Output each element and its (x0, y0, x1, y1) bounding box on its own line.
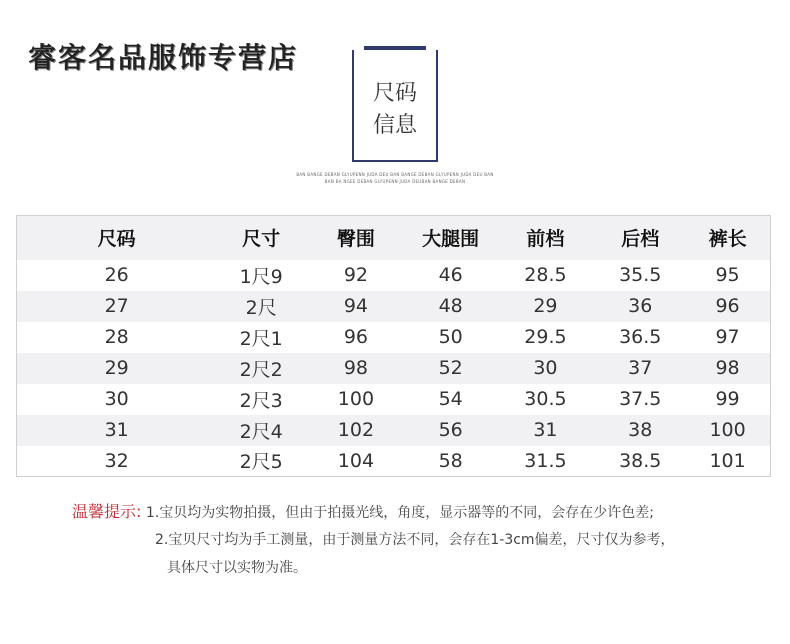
table-row (17, 291, 771, 322)
table-row (17, 260, 771, 291)
badge-line-1: 尺码 (372, 81, 417, 106)
cell-front-rise: 30.5 (524, 388, 567, 410)
store-name: 睿客名品服饰专营店 (28, 41, 299, 74)
cell-waist: 2尺1 (239, 327, 283, 350)
tips-section (72, 500, 675, 584)
cell-thigh: 58 (438, 449, 463, 472)
header-thigh: 大腿围 (422, 228, 480, 251)
cell-size: 28 (104, 326, 129, 348)
fine-print-line-1: BAN BANGE DEBAN GLYUPENN JUDA DEU BAN BANGE DEBAN GLYUPENN JUDA DEU BAN (296, 172, 494, 177)
cell-hip: 102 (337, 419, 375, 441)
cell-size: 26 (104, 264, 129, 286)
cell-back-rise: 38.5 (619, 449, 662, 472)
cell-waist: 1尺9 (239, 265, 283, 288)
cell-hip: 104 (337, 449, 375, 472)
cell-hip: 96 (343, 326, 369, 348)
cell-length: 98 (715, 357, 740, 379)
cell-back-rise: 38 (628, 419, 653, 441)
cell-front-rise: 31 (533, 419, 558, 441)
cell-length: 95 (715, 264, 740, 286)
badge-top-bar (364, 46, 426, 50)
cell-waist: 2尺 (245, 296, 277, 319)
badge-line-2: 信息 (372, 113, 417, 138)
cell-length: 101 (709, 449, 746, 472)
header-hip: 臀围 (336, 228, 375, 251)
cell-front-rise: 28.5 (524, 264, 567, 286)
table-row (17, 384, 771, 415)
cell-size: 27 (104, 295, 129, 317)
cell-waist: 2尺4 (239, 420, 283, 443)
cell-hip: 92 (343, 264, 369, 286)
cell-front-rise: 29.5 (524, 326, 567, 348)
header-length: 裤长 (708, 228, 747, 251)
header-front-rise: 前档 (526, 228, 565, 251)
cell-thigh: 48 (438, 295, 463, 317)
cell-thigh: 56 (438, 419, 463, 441)
cell-size: 29 (104, 357, 129, 379)
cell-back-rise: 36 (628, 295, 653, 317)
cell-front-rise: 31.5 (524, 449, 567, 472)
cell-hip: 98 (343, 357, 369, 379)
cell-waist: 2尺3 (239, 389, 283, 412)
cell-back-rise: 35.5 (619, 264, 662, 286)
table-row (17, 446, 771, 477)
cell-front-rise: 30 (533, 357, 558, 379)
header-size: 尺码 (97, 228, 136, 251)
tip-row-1 (72, 500, 675, 528)
cell-hip: 100 (337, 388, 375, 410)
cell-thigh: 54 (438, 388, 463, 410)
cell-waist: 2尺5 (239, 451, 283, 474)
tip-line-3: 具体尺寸以实物为准。 (167, 560, 307, 576)
cell-size: 31 (104, 419, 129, 441)
header-waist: 尺寸 (242, 228, 281, 251)
cell-length: 99 (715, 388, 740, 410)
size-table (16, 215, 771, 477)
tip-line-1: 1.宝贝均为实物拍摄，但由于拍摄光线，角度，显示器等的不同，会存在少许色差; (145, 505, 654, 521)
table-row (17, 353, 771, 384)
badge-title (354, 78, 436, 142)
cell-back-rise: 37 (628, 357, 653, 379)
cell-back-rise: 37.5 (619, 388, 662, 410)
cell-thigh: 46 (438, 264, 463, 286)
cell-hip: 94 (343, 295, 369, 317)
cell-length: 100 (709, 419, 746, 441)
table-row (17, 322, 771, 353)
header-back-rise: 后档 (621, 228, 660, 251)
cell-back-rise: 36.5 (619, 326, 662, 348)
cell-front-rise: 29 (533, 295, 558, 317)
cell-thigh: 52 (438, 357, 463, 379)
tip-line-2: 2.宝贝尺寸均为手工测量，由于测量方法不同，会存在1-3cm偏差，尺寸仅为参考， (155, 532, 675, 548)
table-row (17, 415, 771, 446)
size-info-badge (352, 50, 438, 162)
cell-waist: 2尺2 (239, 358, 283, 381)
cell-length: 96 (715, 295, 740, 317)
tips-title: 温馨提示: (72, 502, 142, 521)
cell-thigh: 50 (438, 326, 463, 348)
cell-size: 32 (104, 449, 129, 472)
table-header-row (17, 216, 771, 260)
cell-size: 30 (104, 388, 129, 410)
fine-print-line-2: BAN BA NGEE DEBAN GLYUPENN JUDA DEUBAN BANGE DEBAN (324, 179, 466, 184)
cell-length: 97 (715, 326, 740, 348)
